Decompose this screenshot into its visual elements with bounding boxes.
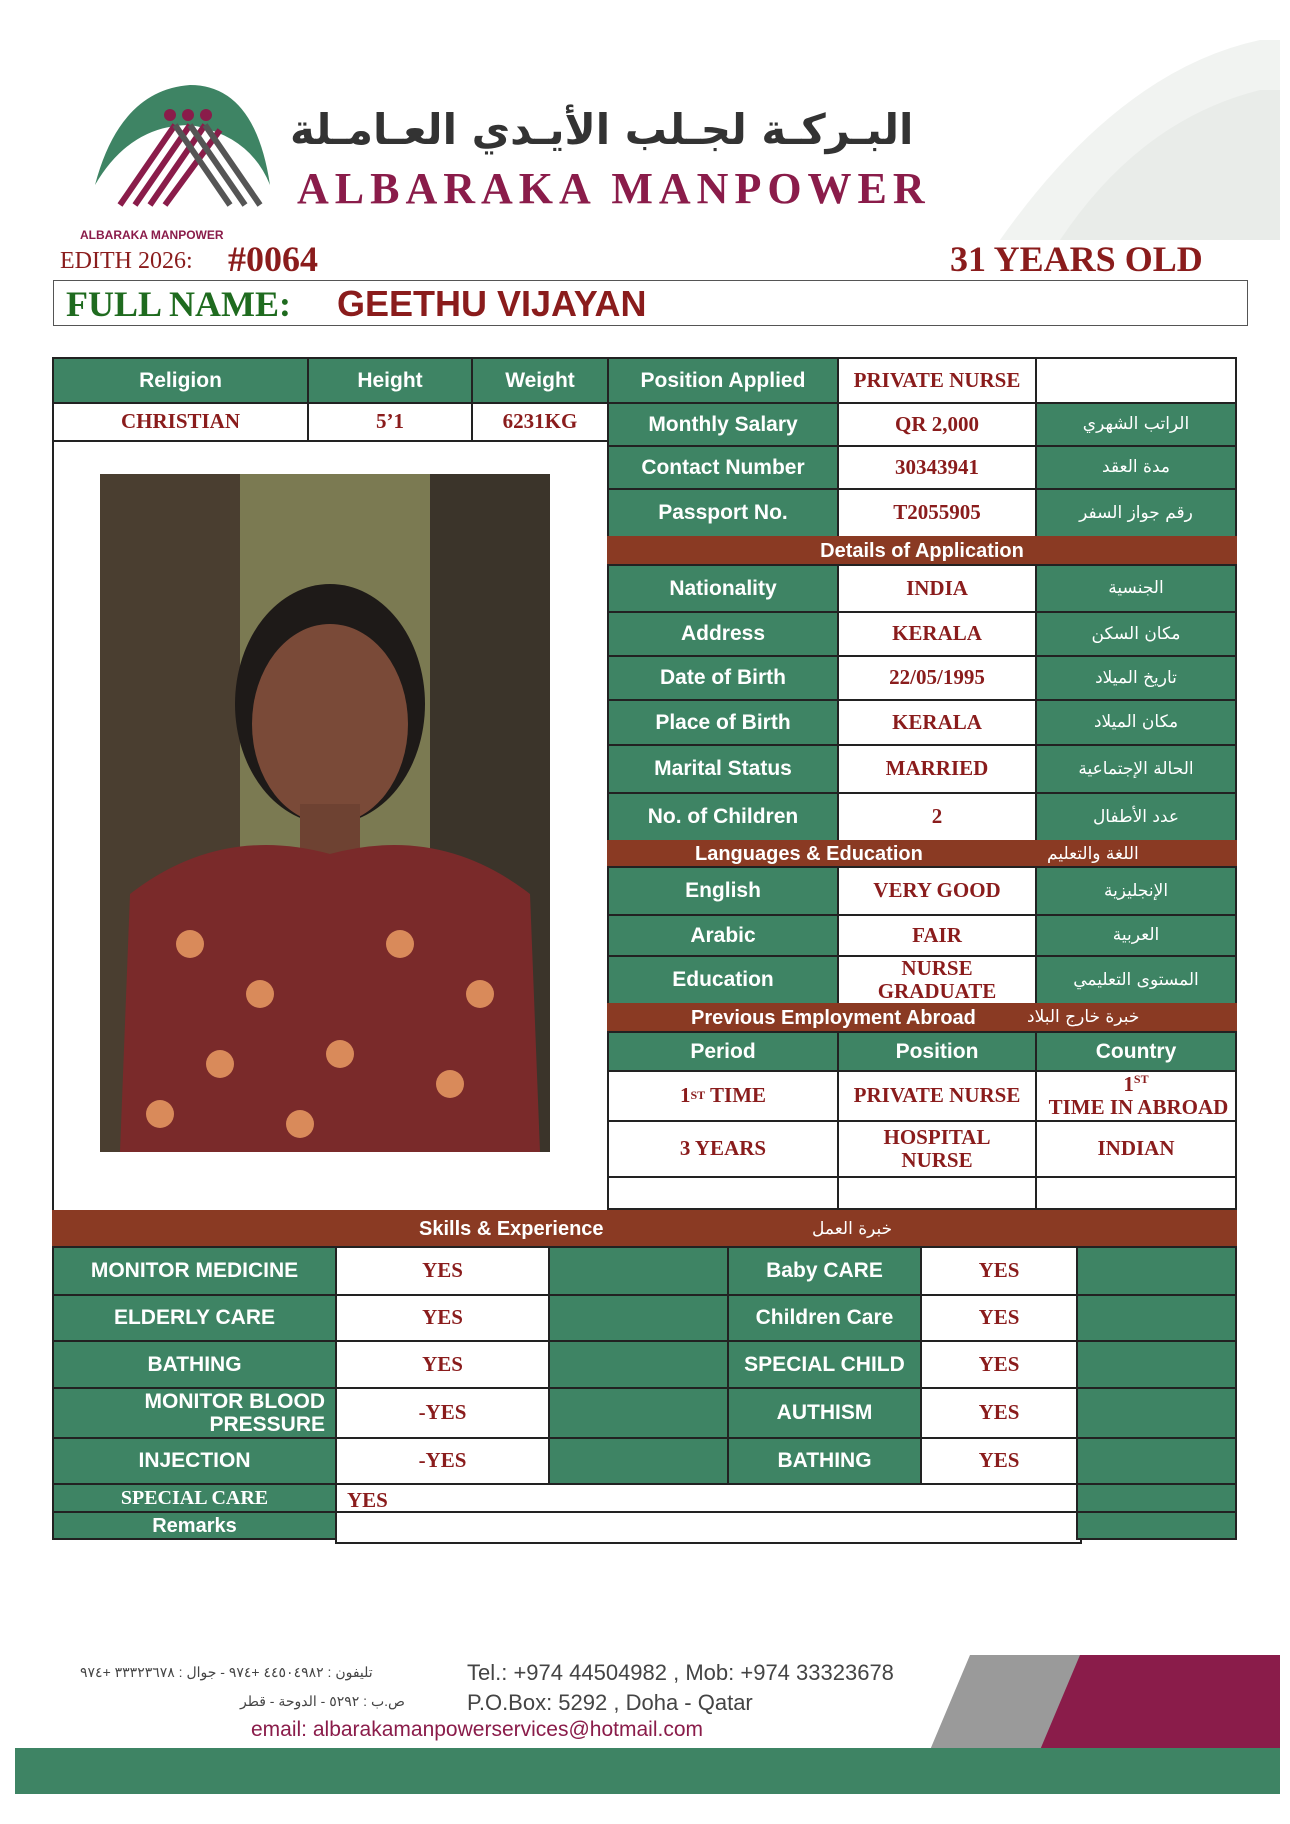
skill-label: Children Care: [727, 1294, 922, 1342]
employment-row-1-position: PRIVATE NURSE: [837, 1070, 1037, 1122]
language-value: VERY GOOD: [837, 866, 1037, 916]
footer-pobox: P.O.Box: 5292 , Doha - Qatar: [467, 1690, 753, 1715]
skill-value: YES: [920, 1340, 1078, 1389]
footer-decoration: [930, 1655, 1280, 1750]
footer-email: email: albarakamanpowerservices@hotmail.com: [251, 1718, 703, 1741]
skills-section-title-arabic: خبرة العمل: [812, 1219, 893, 1239]
employment-row-3-period: [607, 1176, 839, 1210]
age-label: 31 YEARS OLD: [950, 239, 1203, 279]
employment-row-2-period: 3 YEARS: [607, 1120, 839, 1178]
employment-section-title: Previous Employment Abroad: [691, 1007, 976, 1029]
employment-row-3-country: [1035, 1176, 1237, 1210]
footer-pobox-arabic: ص.ب : ٥٢٩٢ - الدوحة - قطر: [240, 1693, 405, 1709]
detail-label-arabic: مكان الميلاد: [1035, 699, 1237, 746]
candidate-photo: [100, 474, 550, 1152]
detail-value: QR 2,000: [837, 402, 1037, 447]
skill-value: YES: [920, 1294, 1078, 1342]
skill-label: BATHING: [52, 1340, 337, 1389]
skill-label: Baby CARE: [727, 1246, 922, 1296]
details-section-title: Details of Application: [607, 536, 1237, 566]
skills-section-title: Skills & Experience: [419, 1218, 604, 1240]
employment-row-1-country: [1035, 1070, 1237, 1122]
skill-label: MONITOR MEDICINE: [52, 1246, 337, 1296]
weight-header: Weight: [471, 357, 609, 404]
company-name-english: ALBARAKA MANPOWER: [297, 164, 931, 213]
full-name-box: [53, 280, 1248, 326]
detail-value: INDIA: [837, 564, 1037, 613]
special-care-value: YES: [335, 1483, 1092, 1517]
skill-empty-cell: [548, 1437, 729, 1485]
skill-label: INJECTION: [52, 1437, 337, 1485]
employment-row-1-country-suffix: ST: [1133, 1071, 1149, 1086]
detail-label-arabic: رقم جواز السفر: [1035, 488, 1237, 538]
detail-value: 30343941: [837, 445, 1037, 490]
full-name-label: FULL NAME:: [66, 284, 291, 324]
employment-header-position: Position: [837, 1031, 1037, 1072]
employment-row-2-country: INDIAN: [1035, 1120, 1237, 1178]
skill-empty-cell: [548, 1246, 729, 1296]
detail-label-arabic: تاريخ الميلاد: [1035, 655, 1237, 701]
footer-phone-arabic: تليفون : ٤٤٥٠٤٩٨٢ +٩٧٤ - جوال : ٣٣٣٢٣٦٧٨ +٩٧٤: [80, 1664, 373, 1680]
detail-label-arabic: [1035, 357, 1237, 404]
language-label: Education: [607, 955, 839, 1005]
employment-row-1-country-rest: TIME IN ABROAD: [1043, 1095, 1229, 1119]
skill-empty-cell: [1076, 1387, 1237, 1439]
employment-section-header: [607, 1003, 1237, 1033]
special-care-label: SPECIAL CARE: [52, 1483, 337, 1513]
company-name-arabic: البـركـة لجـلب الأيـدي العـامـلة: [290, 105, 914, 154]
detail-label-arabic: مكان السكن: [1035, 611, 1237, 657]
detail-label-arabic: الجنسية: [1035, 564, 1237, 613]
skill-empty-cell: [1076, 1437, 1237, 1485]
detail-label: No. of Children: [607, 792, 839, 842]
remarks-label: Remarks: [52, 1511, 337, 1540]
height-value: 5’1: [307, 402, 473, 442]
skill-value: YES: [920, 1437, 1078, 1485]
detail-label: Monthly Salary: [607, 402, 839, 447]
skill-value: YES: [335, 1340, 550, 1389]
skill-empty-cell: [548, 1294, 729, 1342]
edition-label: EDITH 2026:: [60, 248, 193, 274]
skill-value: -YES: [335, 1437, 550, 1485]
employment-row-1-period-rest: TIME: [705, 1083, 767, 1108]
language-value: FAIR: [837, 914, 1037, 957]
decorative-arch-graphic: [960, 30, 1280, 250]
detail-label: Contact Number: [607, 445, 839, 490]
languages-section-title: Languages & Education: [695, 843, 923, 865]
detail-value: PRIVATE NURSE: [837, 357, 1037, 404]
height-header: Height: [307, 357, 473, 404]
employment-row-3-position: [837, 1176, 1037, 1210]
detail-label: Address: [607, 611, 839, 657]
detail-label-arabic: مدة العقد: [1035, 445, 1237, 490]
detail-label-arabic: الراتب الشهري: [1035, 402, 1237, 447]
full-name-value: GEETHU VIJAYAN: [337, 283, 647, 324]
employment-row-1-period: [607, 1070, 839, 1122]
skill-value: YES: [920, 1246, 1078, 1296]
languages-section-header: [607, 840, 1237, 868]
employment-header-period: Period: [607, 1031, 839, 1072]
logo-caption: ALBARAKA MANPOWER: [80, 228, 224, 242]
employment-section-title-arabic: خبرة خارج البلاد: [1027, 1007, 1140, 1027]
language-label: English: [607, 866, 839, 916]
remarks-extra: [1076, 1511, 1237, 1540]
skill-empty-cell: [1076, 1246, 1237, 1296]
skill-label: MONITOR BLOOD PRESSURE: [52, 1387, 337, 1439]
detail-label-arabic: الحالة الإجتماعية: [1035, 744, 1237, 794]
special-care-extra: [1076, 1483, 1237, 1513]
skill-label: AUTHISM: [727, 1387, 922, 1439]
employment-row-1-country-number: 1: [1123, 1071, 1134, 1096]
skill-value: -YES: [335, 1387, 550, 1439]
detail-value: MARRIED: [837, 744, 1037, 794]
reference-number: #0064: [228, 239, 318, 279]
employment-row-1-period-suffix: ST: [690, 1088, 706, 1103]
skill-value: YES: [920, 1387, 1078, 1439]
language-label-arabic: المستوى التعليمي: [1035, 955, 1237, 1005]
employment-row-1-period-number: 1: [679, 1083, 691, 1108]
skill-empty-cell: [1076, 1294, 1237, 1342]
employment-row-2-position: HOSPITAL NURSE: [837, 1120, 1037, 1178]
skill-value: YES: [335, 1246, 550, 1296]
footer-band: [15, 1748, 1280, 1794]
detail-label: Place of Birth: [607, 699, 839, 746]
detail-label: Date of Birth: [607, 655, 839, 701]
skills-section-header: [52, 1210, 1237, 1248]
languages-section-title-arabic: اللغة والتعليم: [1047, 844, 1139, 864]
language-value: NURSE GRADUATE: [837, 955, 1037, 1005]
religion-value: CHRISTIAN: [52, 402, 309, 442]
detail-label: Position Applied: [607, 357, 839, 404]
language-label-arabic: الإنجليزية: [1035, 866, 1237, 916]
skill-label: ELDERLY CARE: [52, 1294, 337, 1342]
company-logo: [80, 75, 280, 242]
detail-label: Nationality: [607, 564, 839, 613]
footer-phone: Tel.: +974 44504982 , Mob: +974 33323678: [467, 1660, 894, 1685]
skill-empty-cell: [548, 1340, 729, 1389]
skill-empty-cell: [1076, 1340, 1237, 1389]
detail-value: KERALA: [837, 611, 1037, 657]
remarks-value: [335, 1511, 1082, 1544]
detail-value: T2055905: [837, 488, 1037, 538]
detail-value: KERALA: [837, 699, 1037, 746]
language-label-arabic: العربية: [1035, 914, 1237, 957]
detail-label-arabic: عدد الأطفال: [1035, 792, 1237, 842]
detail-value: 22/05/1995: [837, 655, 1037, 701]
detail-label: Passport No.: [607, 488, 839, 538]
employment-header-country: Country: [1035, 1031, 1237, 1072]
detail-value: 2: [837, 792, 1037, 842]
skill-empty-cell: [548, 1387, 729, 1439]
skill-label: BATHING: [727, 1437, 922, 1485]
detail-label: Marital Status: [607, 744, 839, 794]
weight-value: 6231KG: [471, 402, 609, 442]
skill-label: SPECIAL CHILD: [727, 1340, 922, 1389]
skill-value: YES: [335, 1294, 550, 1342]
religion-header: Religion: [52, 357, 309, 404]
language-label: Arabic: [607, 914, 839, 957]
